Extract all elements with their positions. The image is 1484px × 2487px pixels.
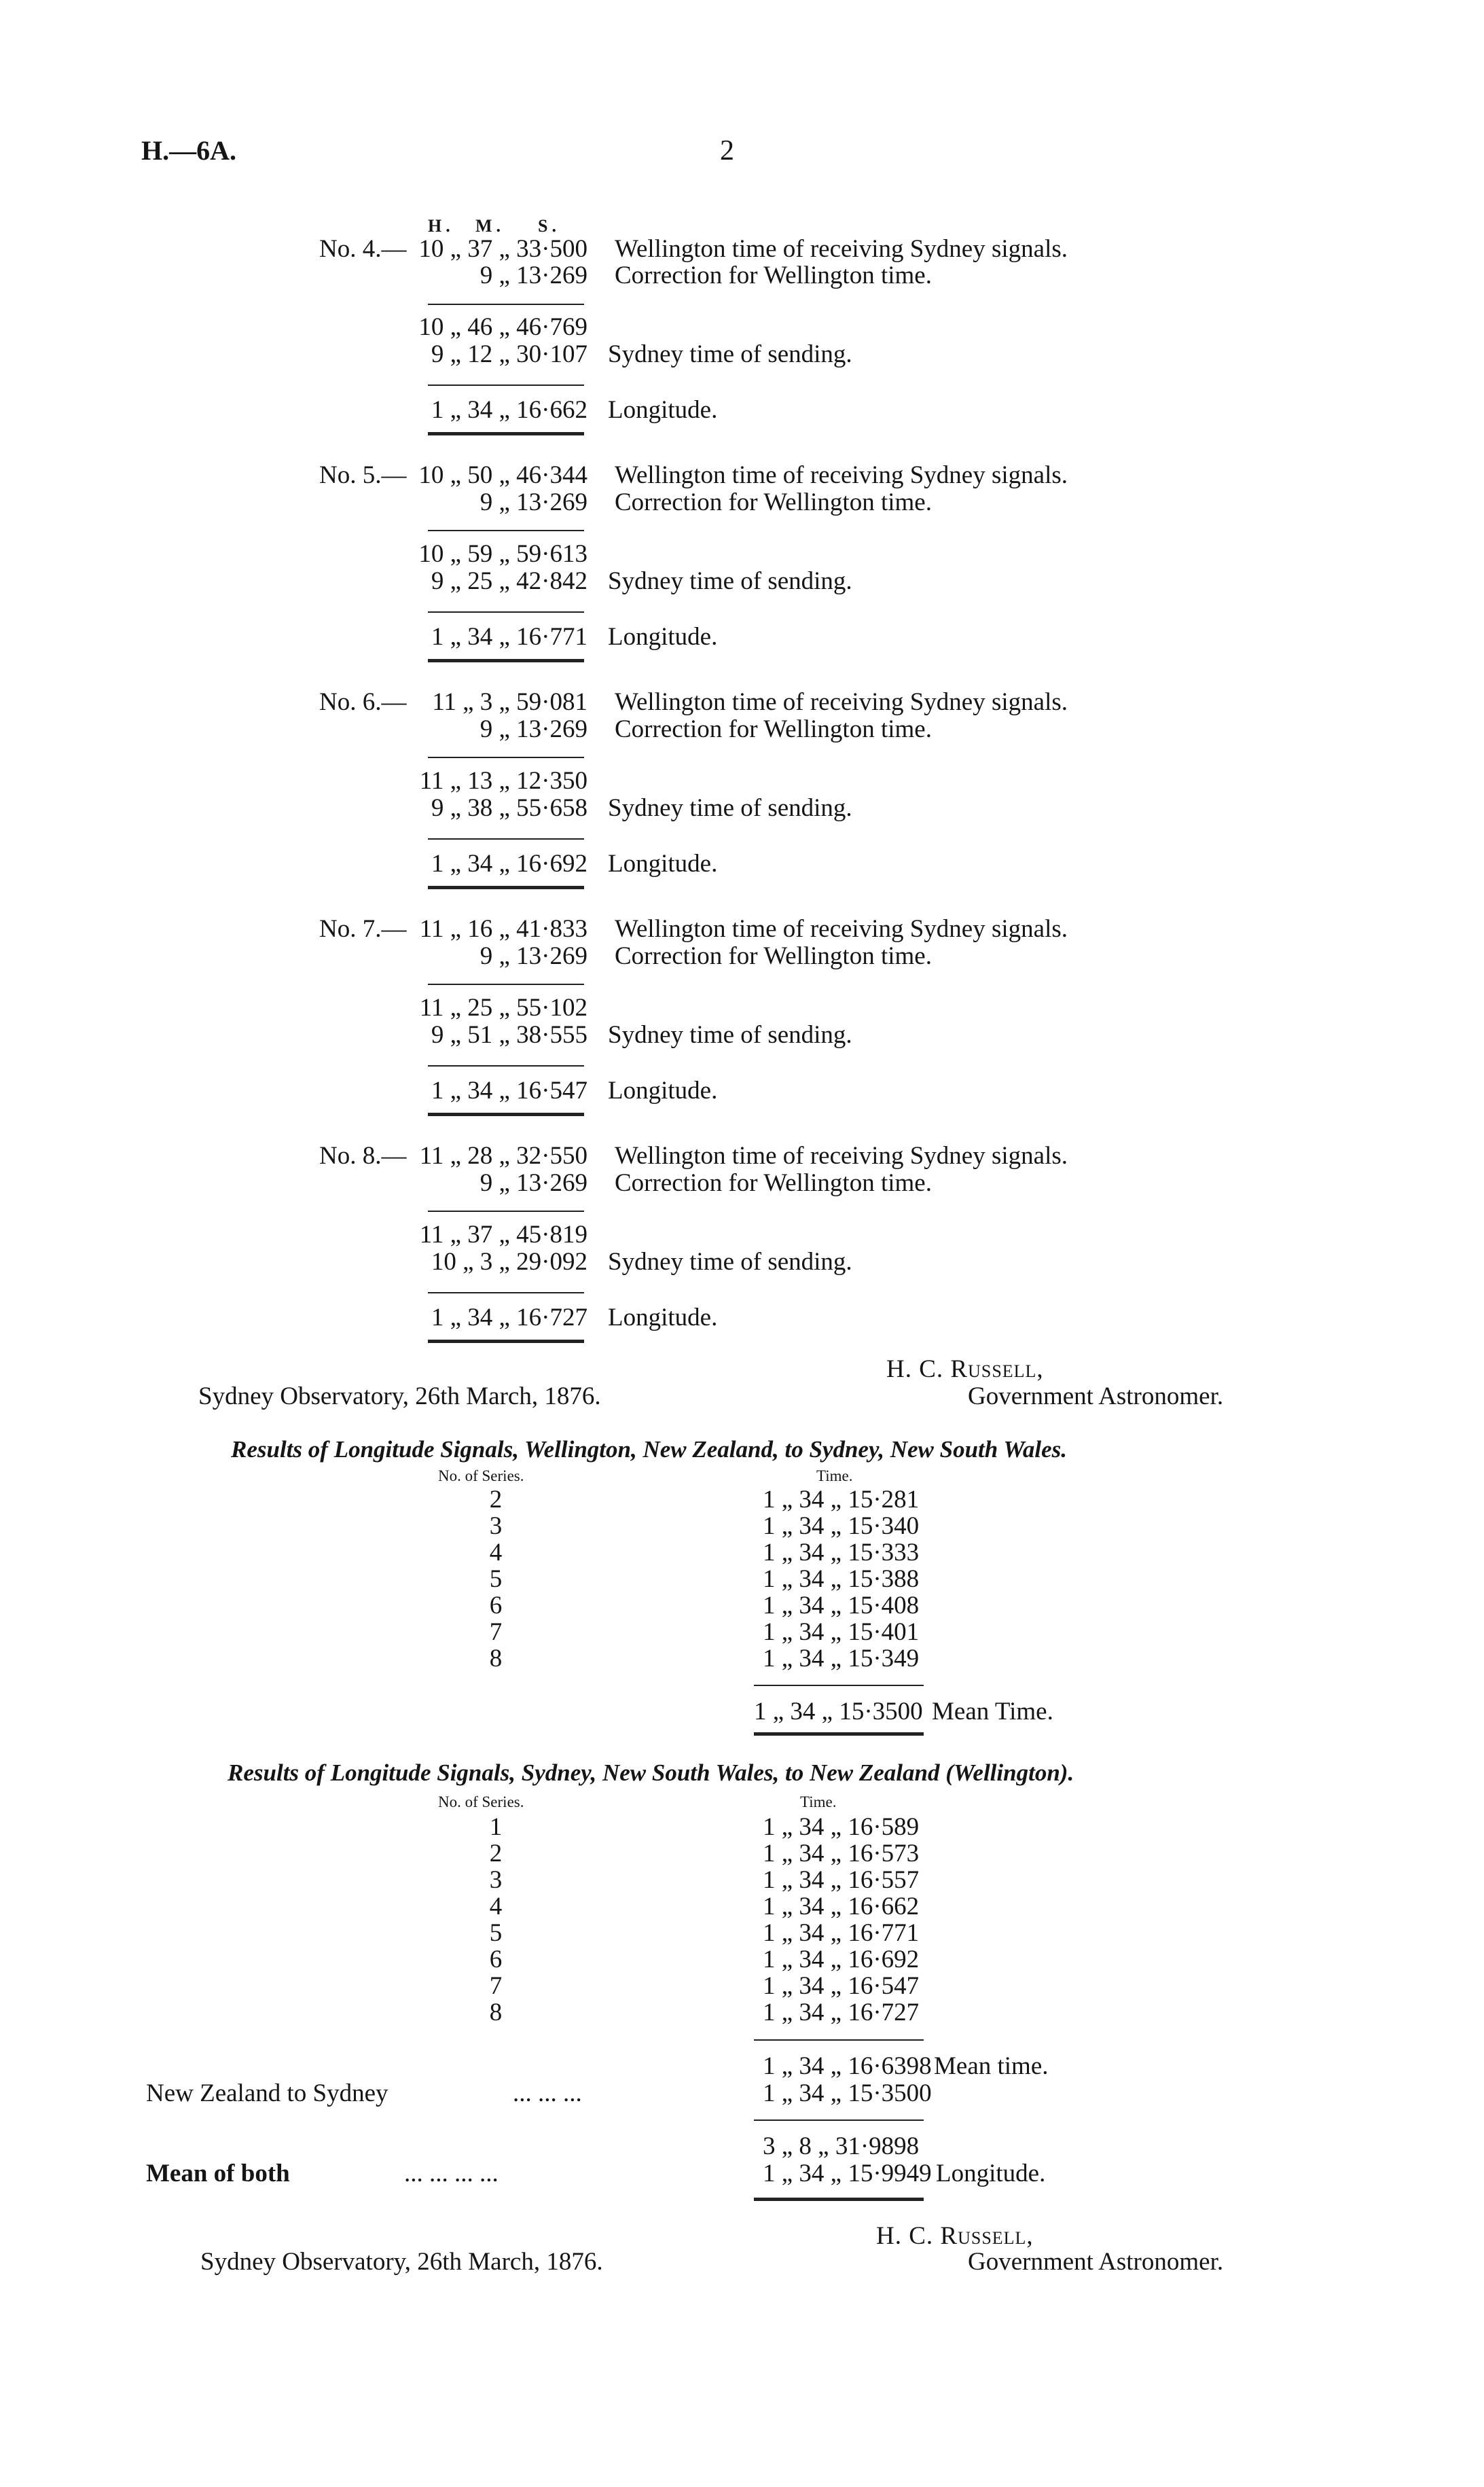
series-time: 1 „ 34 „ 16·589 xyxy=(763,1813,920,1841)
longitude-text: Longitude. xyxy=(608,1077,718,1105)
correction-text: Correction for Wellington time. xyxy=(615,942,932,970)
series-time: 1 „ 34 „ 16·573 xyxy=(763,1840,920,1867)
signoff-name: H. C. Russell, xyxy=(876,2222,1034,2250)
receive-text: Wellington time of receiving Sydney signals. xyxy=(615,688,1068,716)
col-series-header: No. of Series. xyxy=(438,1467,524,1484)
send-text: Sydney time of sending. xyxy=(608,340,852,368)
difference-rule xyxy=(428,384,584,386)
mean-of-both-value: 1 „ 34 „ 15·9949 xyxy=(763,2160,932,2187)
col-time-header: Time. xyxy=(800,1793,837,1810)
receive-time: 11 „ 28 „ 32·550 xyxy=(419,1142,587,1170)
series-label: No. 7.— xyxy=(319,915,407,943)
sum-of-both: 3 „ 8 „ 31·9898 xyxy=(763,2132,920,2160)
send-time: 9 „ 25 „ 42·842 xyxy=(431,567,587,595)
send-text: Sydney time of sending. xyxy=(608,794,852,822)
sum-time: 10 „ 59 „ 59·613 xyxy=(418,540,587,568)
col-time-header: Time. xyxy=(816,1467,853,1484)
signoff-name: H. C. Russell, xyxy=(886,1355,1044,1383)
receive-text: Wellington time of receiving Sydney signals. xyxy=(615,461,1068,489)
sum-rule xyxy=(428,984,584,985)
series-number: 7 xyxy=(489,1618,503,1646)
series-time: 1 „ 34 „ 16·727 xyxy=(763,1999,920,2026)
longitude-value: 1 „ 34 „ 16·547 xyxy=(431,1077,587,1105)
longitude-label: Longitude. xyxy=(936,2160,1046,2187)
send-text: Sydney time of sending. xyxy=(608,567,852,595)
col-header-h: H. xyxy=(428,216,454,236)
mean-rule xyxy=(754,1685,924,1686)
series-time: 1 „ 34 „ 16·692 xyxy=(763,1946,920,1973)
sum-time: 11 „ 13 „ 12·350 xyxy=(419,767,587,795)
series-number: 4 xyxy=(489,1539,503,1567)
receive-time: 10 „ 37 „ 33·500 xyxy=(418,235,587,263)
series-number: 3 xyxy=(489,1866,503,1894)
series-time: 1 „ 34 „ 16·771 xyxy=(763,1919,920,1947)
col-header-m: M. xyxy=(475,216,505,236)
longitude-text: Longitude. xyxy=(608,396,718,424)
series-time: 1 „ 34 „ 15·388 xyxy=(763,1565,920,1593)
series-time: 1 „ 34 „ 16·662 xyxy=(763,1893,920,1920)
correction-time: 9 „ 13·269 xyxy=(479,942,587,970)
receive-time: 11 „ 3 „ 59·081 xyxy=(432,688,587,716)
longitude-underline xyxy=(428,1340,584,1343)
send-text: Sydney time of sending. xyxy=(608,1021,852,1049)
series-time: 1 „ 34 „ 16·547 xyxy=(763,1972,920,2000)
difference-rule xyxy=(428,1292,584,1293)
mean-rule xyxy=(754,2039,924,2041)
correction-text: Correction for Wellington time. xyxy=(615,262,932,289)
series-time: 1 „ 34 „ 16·557 xyxy=(763,1866,920,1894)
longitude-value: 1 „ 34 „ 16·771 xyxy=(431,623,587,651)
correction-text: Correction for Wellington time. xyxy=(615,1169,932,1197)
receive-time: 11 „ 16 „ 41·833 xyxy=(419,915,587,943)
signoff-title: Government Astronomer. xyxy=(968,2248,1224,2276)
difference-rule xyxy=(428,611,584,613)
mean-value: 1 „ 34 „ 15·3500 xyxy=(754,1698,923,1725)
nz-to-sydney-value: 1 „ 34 „ 15·3500 xyxy=(763,2079,932,2107)
series-time: 1 „ 34 „ 15·281 xyxy=(763,1486,920,1514)
correction-text: Correction for Wellington time. xyxy=(615,488,932,516)
sum-rule xyxy=(754,2119,924,2121)
final-underline xyxy=(754,2198,924,2201)
col-header-s: S. xyxy=(538,216,560,236)
difference-rule xyxy=(428,1065,584,1067)
sum-rule xyxy=(428,757,584,758)
send-time: 9 „ 12 „ 30·107 xyxy=(431,340,587,368)
longitude-text: Longitude. xyxy=(608,623,718,651)
series-label: No. 5.— xyxy=(319,461,407,489)
series-number: 4 xyxy=(489,1893,503,1920)
mean-of-both-leaders: ... ... ... ... xyxy=(404,2160,499,2187)
series-number: 3 xyxy=(489,1512,503,1540)
longitude-text: Longitude. xyxy=(608,850,718,878)
sum-time: 10 „ 46 „ 46·769 xyxy=(418,313,587,341)
send-time: 10 „ 3 „ 29·092 xyxy=(431,1248,587,1276)
nz-to-sydney-label: New Zealand to Sydney xyxy=(146,2079,388,2107)
series-label: No. 6.— xyxy=(319,688,407,716)
series-label: No. 4.— xyxy=(319,235,407,263)
series-number: 7 xyxy=(489,1972,503,2000)
longitude-underline xyxy=(428,1113,584,1116)
sum-rule xyxy=(428,1211,584,1212)
series-number: 6 xyxy=(489,1946,503,1973)
series-number: 5 xyxy=(489,1565,503,1593)
series-time: 1 „ 34 „ 15·340 xyxy=(763,1512,920,1540)
series-label: No. 8.— xyxy=(319,1142,407,1170)
correction-time: 9 „ 13·269 xyxy=(479,488,587,516)
correction-time: 9 „ 13·269 xyxy=(479,262,587,289)
correction-time: 9 „ 13·269 xyxy=(479,715,587,743)
mean-label: Mean time. xyxy=(934,2052,1049,2080)
series-time: 1 „ 34 „ 15·333 xyxy=(763,1539,920,1567)
longitude-underline xyxy=(428,659,584,662)
series-number: 2 xyxy=(489,1486,503,1514)
signoff-title: Government Astronomer. xyxy=(968,1382,1224,1410)
sum-rule xyxy=(428,304,584,305)
mean-of-both-label: Mean of both xyxy=(146,2160,290,2187)
receive-text: Wellington time of receiving Sydney signals. xyxy=(615,1142,1068,1170)
longitude-value: 1 „ 34 „ 16·727 xyxy=(431,1304,587,1331)
nz-to-sydney-leaders: ... ... ... xyxy=(513,2079,582,2107)
series-number: 5 xyxy=(489,1919,503,1947)
series-number: 2 xyxy=(489,1840,503,1867)
series-number: 6 xyxy=(489,1592,503,1620)
col-series-header: No. of Series. xyxy=(438,1793,524,1810)
correction-time: 9 „ 13·269 xyxy=(479,1169,587,1197)
receive-text: Wellington time of receiving Sydney signals. xyxy=(615,915,1068,943)
series-time: 1 „ 34 „ 15·401 xyxy=(763,1618,920,1646)
send-text: Sydney time of sending. xyxy=(608,1248,852,1276)
sum-rule xyxy=(428,530,584,531)
mean-label: Mean Time. xyxy=(932,1698,1053,1725)
longitude-value: 1 „ 34 „ 16·662 xyxy=(431,396,587,424)
sum-time: 11 „ 37 „ 45·819 xyxy=(419,1221,587,1249)
page-number: 2 xyxy=(720,135,734,166)
series-number: 1 xyxy=(489,1813,503,1841)
results-title: Results of Longitude Signals, Sydney, New South Wales, to New Zealand (Wellington). xyxy=(228,1759,1074,1786)
mean-value: 1 „ 34 „ 16·6398 xyxy=(763,2052,932,2080)
page-code: H.—6A. xyxy=(141,135,236,166)
receive-text: Wellington time of receiving Sydney signals. xyxy=(615,235,1068,263)
series-number: 8 xyxy=(489,1999,503,2026)
results-title: Results of Longitude Signals, Wellington, New Zealand, to Sydney, New South Wales. xyxy=(231,1436,1067,1463)
signoff-place-date: Sydney Observatory, 26th March, 1876. xyxy=(200,2248,603,2276)
mean-underline xyxy=(754,1732,924,1736)
receive-time: 10 „ 50 „ 46·344 xyxy=(418,461,587,489)
send-time: 9 „ 51 „ 38·555 xyxy=(431,1021,587,1049)
send-time: 9 „ 38 „ 55·658 xyxy=(431,794,587,822)
longitude-value: 1 „ 34 „ 16·692 xyxy=(431,850,587,878)
difference-rule xyxy=(428,838,584,840)
sum-time: 11 „ 25 „ 55·102 xyxy=(419,994,587,1022)
signoff-place-date: Sydney Observatory, 26th March, 1876. xyxy=(198,1382,601,1410)
longitude-text: Longitude. xyxy=(608,1304,718,1331)
series-number: 8 xyxy=(489,1645,503,1672)
longitude-underline xyxy=(428,886,584,889)
series-time: 1 „ 34 „ 15·408 xyxy=(763,1592,920,1620)
longitude-underline xyxy=(428,432,584,435)
series-time: 1 „ 34 „ 15·349 xyxy=(763,1645,920,1672)
correction-text: Correction for Wellington time. xyxy=(615,715,932,743)
